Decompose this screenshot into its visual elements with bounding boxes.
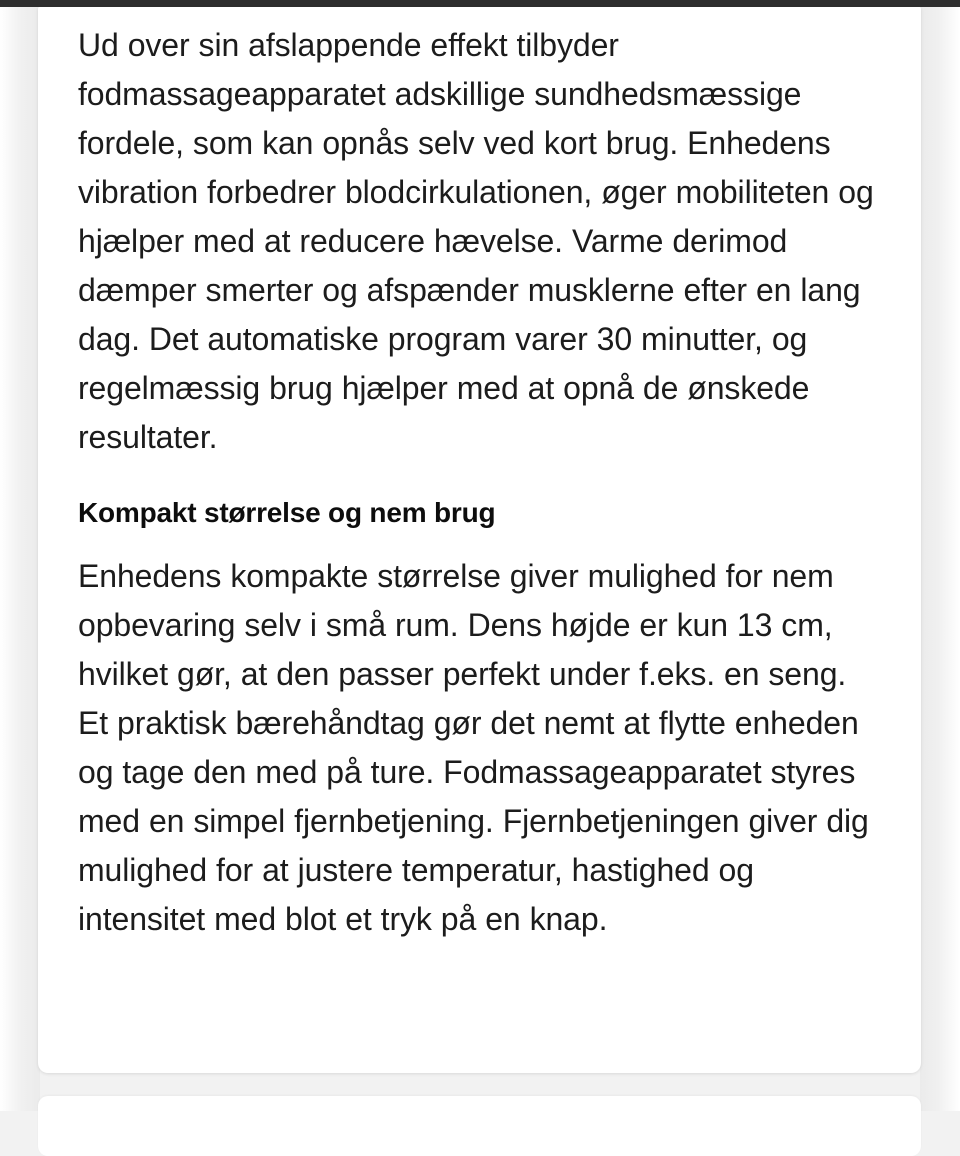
paragraph-intro: Ud over sin afslappende effekt tilbyder fodmassageapparatet adskillige sundhedsmæssige fordele, som kan opnås selv ved kort brug. Enhedens vibration forbedrer blodcirkulationen, øger mobiliteten og hjælper med at reducere hævelse. Varme derimod dæmper smerter og afspænder musklerne efter en lang dag. Det automatiske program varer 30 minutter, og regelmæssig brug hjælper med at opnå de ønskede resultater. [78, 27, 874, 455]
article-body [78, 7, 881, 944]
section-heading-compact-size: Kompakt størrelse og nem brug [78, 497, 496, 528]
paragraph-compact-size: Enhedens kompakte størrelse giver mulighed for nem opbevaring selv i små rum. Dens højde er kun 13 cm, hvilket gør, at den passer perfekt under f.eks. en seng. Et praktisk bærehåndtag gør det nemt at flytte enheden og tage den med på ture. Fodmassageapparatet styres med en simpel fjernbetjening. Fjernbetjeningen giver dig mulighed for at justere temperatur, hastighed og intensitet med blot et tryk på en knap. [78, 558, 869, 937]
article-card [38, 7, 921, 1073]
page-gutter-right [920, 7, 960, 1111]
next-article-card[interactable] [38, 1096, 921, 1156]
status-bar [0, 0, 960, 7]
page-gutter-left [0, 7, 40, 1111]
